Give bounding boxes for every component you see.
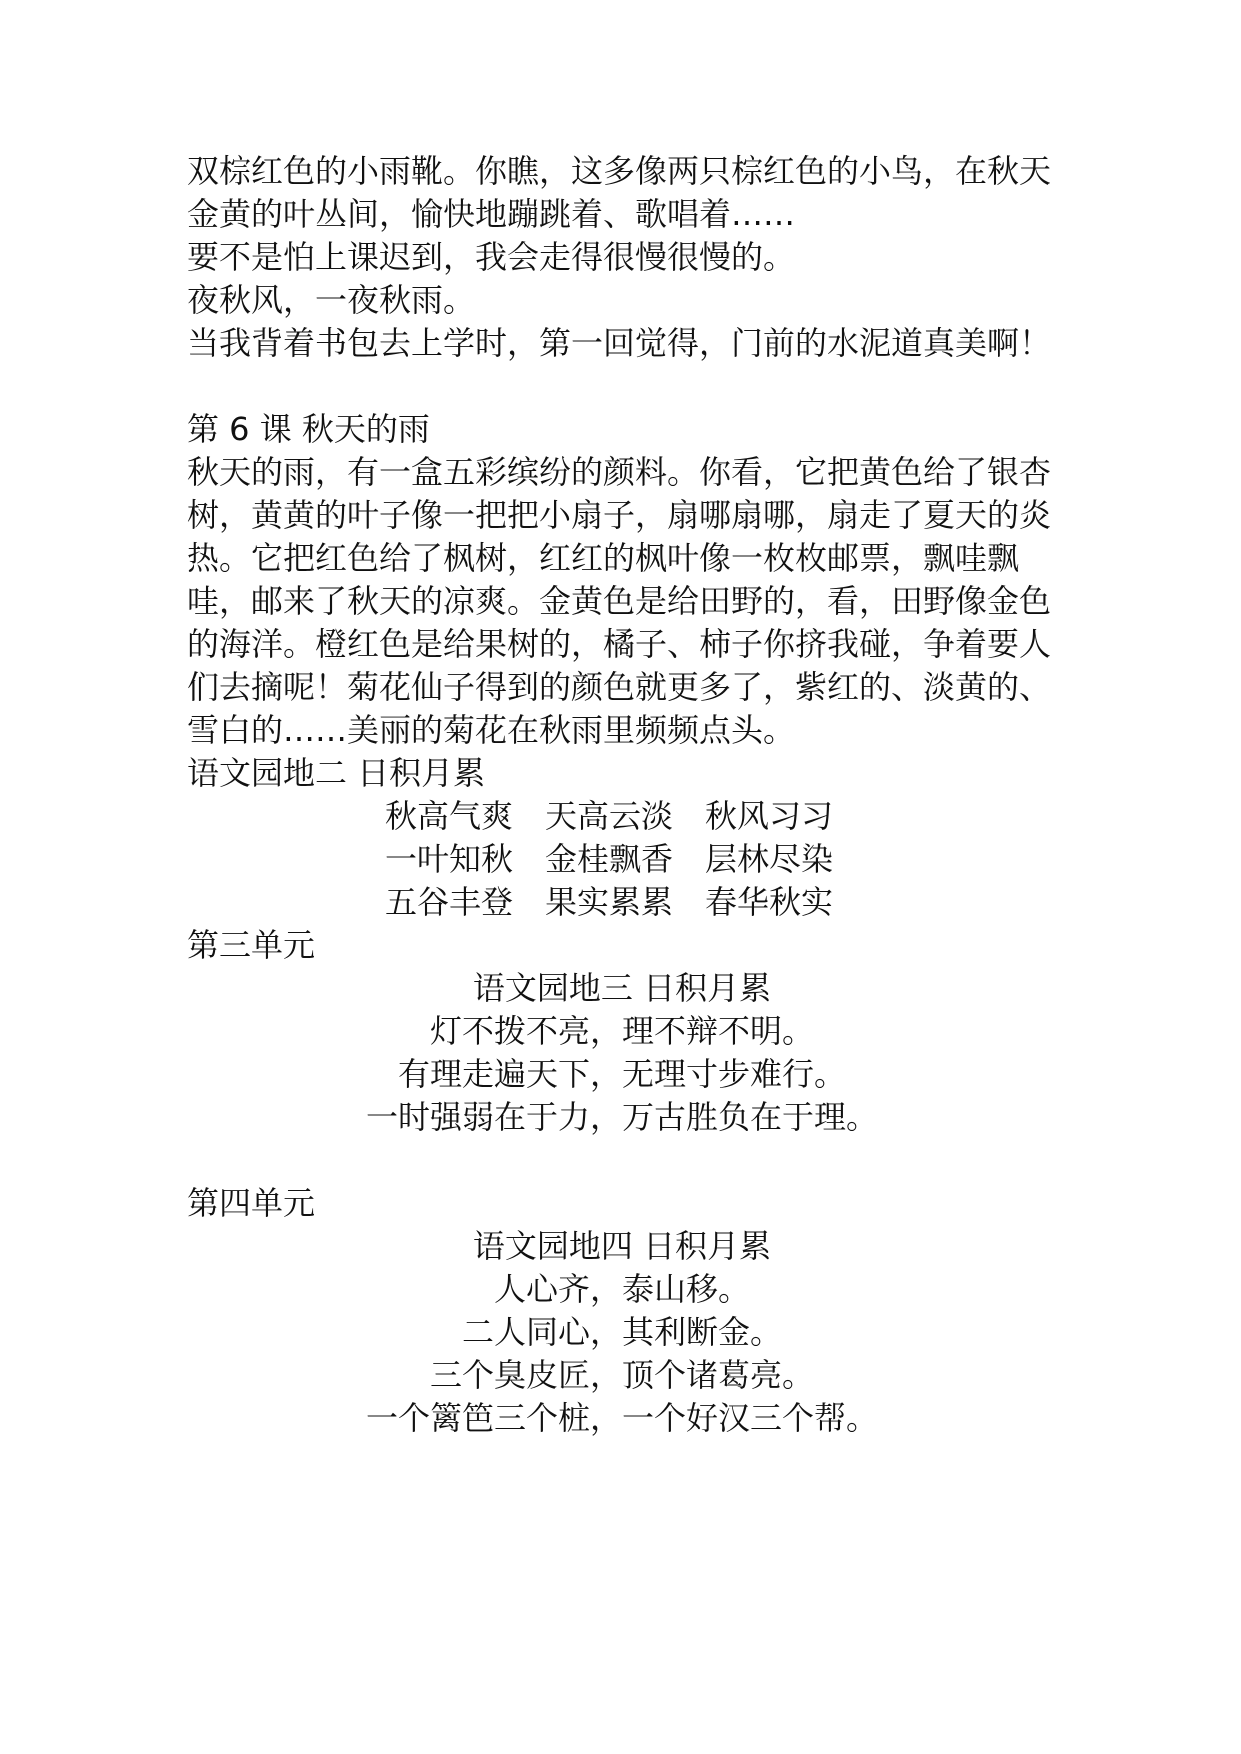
proverb-line: 一时强弱在于力，万古胜负在于理。: [365, 1098, 878, 1136]
proverb-line: 一个篱笆三个桩，一个好汉三个帮。: [365, 1399, 878, 1437]
idiom-row: [385, 881, 865, 924]
idiom: 春华秋实: [705, 883, 834, 921]
proverb-line: 有理走遍天下，无理寸步难行。: [397, 1055, 846, 1093]
idiom: 秋高气爽: [385, 797, 514, 835]
section-title: 语文园地四 日积月累: [472, 1227, 772, 1265]
spacer: [187, 365, 1057, 408]
idiom: 一叶知秋: [385, 840, 514, 878]
section-title: 语文园地三 日积月累: [472, 969, 772, 1007]
story-paragraph: 当我背着书包去上学时，第一回觉得，门前的水泥道真美啊！: [187, 324, 1052, 362]
unit-heading: 第四单元: [187, 1184, 316, 1222]
lesson-body: 秋天的雨，有一盒五彩缤纷的颜料。你看，它把黄色给了银杏树，黄黄的叶子像一把把小扇子，扇哪扇哪，扇走了夏天的炎热。它把红色给了枫树，红红的枫叶像一枚枚邮票，飘哇飘哇，邮来了秋天的凉爽。金黄色是给田野的，看，田野像金色的海洋。橙红色是给果树的，橘子、柿子你挤我碰，争着要人们去摘呢！菊花仙子得到的颜色就更多了，紫红的、淡黄的、雪白的……美丽的菊花在秋雨里频频点头。: [187, 453, 1052, 749]
story-paragraph: 夜秋风，一夜秋雨。: [187, 281, 476, 319]
story-paragraph: 要不是怕上课迟到，我会走得很慢很慢的。: [187, 238, 796, 276]
idiom-row: [385, 838, 865, 881]
proverb-line: 二人同心，其利断金。: [461, 1313, 782, 1351]
proverb-line: 人心齐，泰山移。: [493, 1270, 750, 1308]
idiom: 天高云淡: [545, 797, 674, 835]
proverb-line: 三个臭皮匠，顶个诸葛亮。: [429, 1356, 814, 1394]
idiom: 金桂飘香: [545, 840, 674, 878]
spacer: [187, 1139, 1057, 1182]
section-title: 语文园地二 日积月累: [187, 754, 486, 792]
idiom: 秋风习习: [705, 797, 834, 835]
proverb-line: 灯不拨不亮，理不辩不明。: [429, 1012, 814, 1050]
unit-heading: 第三单元: [187, 926, 316, 964]
idiom: 五谷丰登: [385, 883, 514, 921]
lesson-title: 第 6 课 秋天的雨: [187, 410, 430, 448]
document-page: [187, 150, 1057, 1440]
unit3-section: [187, 967, 1057, 1139]
idiom-table: [385, 795, 865, 924]
idiom: 层林尽染: [705, 840, 834, 878]
idiom: 果实累累: [545, 883, 674, 921]
idiom-row: [385, 795, 865, 838]
unit4-section: [187, 1225, 1057, 1440]
story-paragraph: 双棕红色的小雨靴。你瞧，这多像两只棕红色的小鸟，在秋天金黄的叶丛间，愉快地蹦跳着、歌唱着……: [187, 152, 1052, 233]
